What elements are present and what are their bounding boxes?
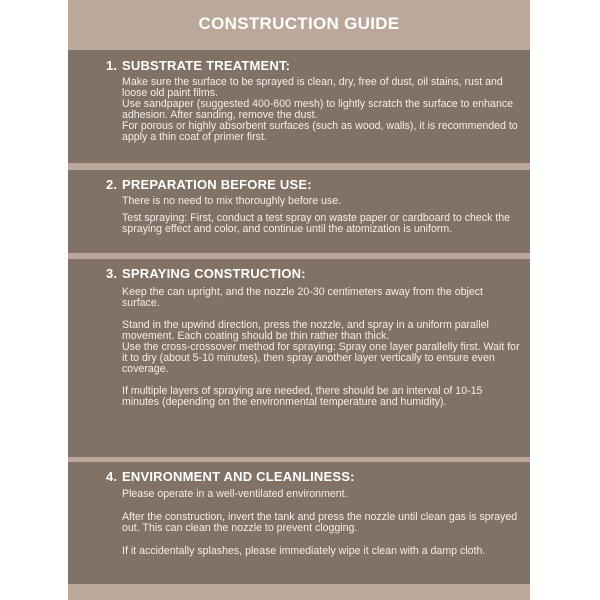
section-body bbox=[122, 489, 520, 557]
paragraph: After the construction, invert the tank and press the nozzle until clean gas is sprayed out. This can clean the nozzle to prevent clogging. bbox=[122, 511, 518, 534]
section-number: 4. bbox=[106, 469, 118, 484]
section-title: ENVIRONMENT AND CLEANLINESS: bbox=[122, 469, 355, 484]
paragraph: Keep the can upright, and the nozzle 20-30 centimeters away from the object surface. bbox=[122, 286, 483, 309]
section-body bbox=[122, 196, 520, 235]
section-number: 2. bbox=[106, 177, 118, 192]
paragraph: There is no need to mix thoroughly before use. bbox=[122, 195, 342, 207]
page-title: CONSTRUCTION GUIDE bbox=[198, 14, 400, 33]
paragraph: Use the cross-crossover method for spraying: Spray one layer parallelly first. Wait for it to dry (about 5-10 minutes), then spray another layer vertically to ensure even coverage. bbox=[122, 341, 520, 375]
section-preparation-before-use bbox=[68, 170, 530, 253]
paragraph: For porous or highly absorbent surfaces (such as wood, walls), it is recommended to apply a thin coat of primer first. bbox=[122, 120, 518, 143]
paragraph: Make sure the surface to be sprayed is clean, dry, free of dust, oil stains, rust and loose old paint films. bbox=[122, 76, 503, 99]
paragraph: If multiple layers of spraying are needed, there should be an interval of 10-15 minutes (depending on the environmental temperature and humidity). bbox=[122, 385, 483, 408]
section-body bbox=[122, 287, 520, 408]
section-substrate-treatment bbox=[68, 50, 530, 163]
section-spraying-construction bbox=[68, 259, 530, 457]
section-heading bbox=[106, 58, 520, 74]
section-heading bbox=[106, 266, 520, 282]
section-title: PREPARATION BEFORE USE: bbox=[122, 177, 312, 192]
section-heading bbox=[106, 469, 520, 485]
paragraph: Please operate in a well-ventilated environment. bbox=[122, 488, 348, 500]
section-title: SUBSTRATE TREATMENT: bbox=[122, 58, 291, 73]
paragraph: Stand in the upwind direction, press the nozzle, and spray in a uniform parallel movement. Each coating should be thin rather than thick. bbox=[122, 319, 489, 342]
section-number: 3. bbox=[106, 266, 118, 281]
paragraph: Test spraying: First, conduct a test spray on waste paper or cardboard to check the spraying effect and color, and continue until the atomization is uniform. bbox=[122, 212, 511, 235]
section-environment-and-cleanliness bbox=[68, 462, 530, 584]
paragraph: If it accidentally splashes, please immediately wipe it clean with a damp cloth. bbox=[122, 545, 486, 557]
section-body bbox=[122, 77, 520, 143]
section-number: 1. bbox=[106, 58, 118, 73]
section-heading bbox=[106, 177, 520, 193]
section-title: SPRAYING CONSTRUCTION: bbox=[122, 266, 306, 281]
guide-page bbox=[68, 0, 530, 600]
paragraph: Use sandpaper (suggested 400-600 mesh) to lightly scratch the surface to enhance adhesion. After sanding, remove the dust. bbox=[122, 98, 514, 121]
